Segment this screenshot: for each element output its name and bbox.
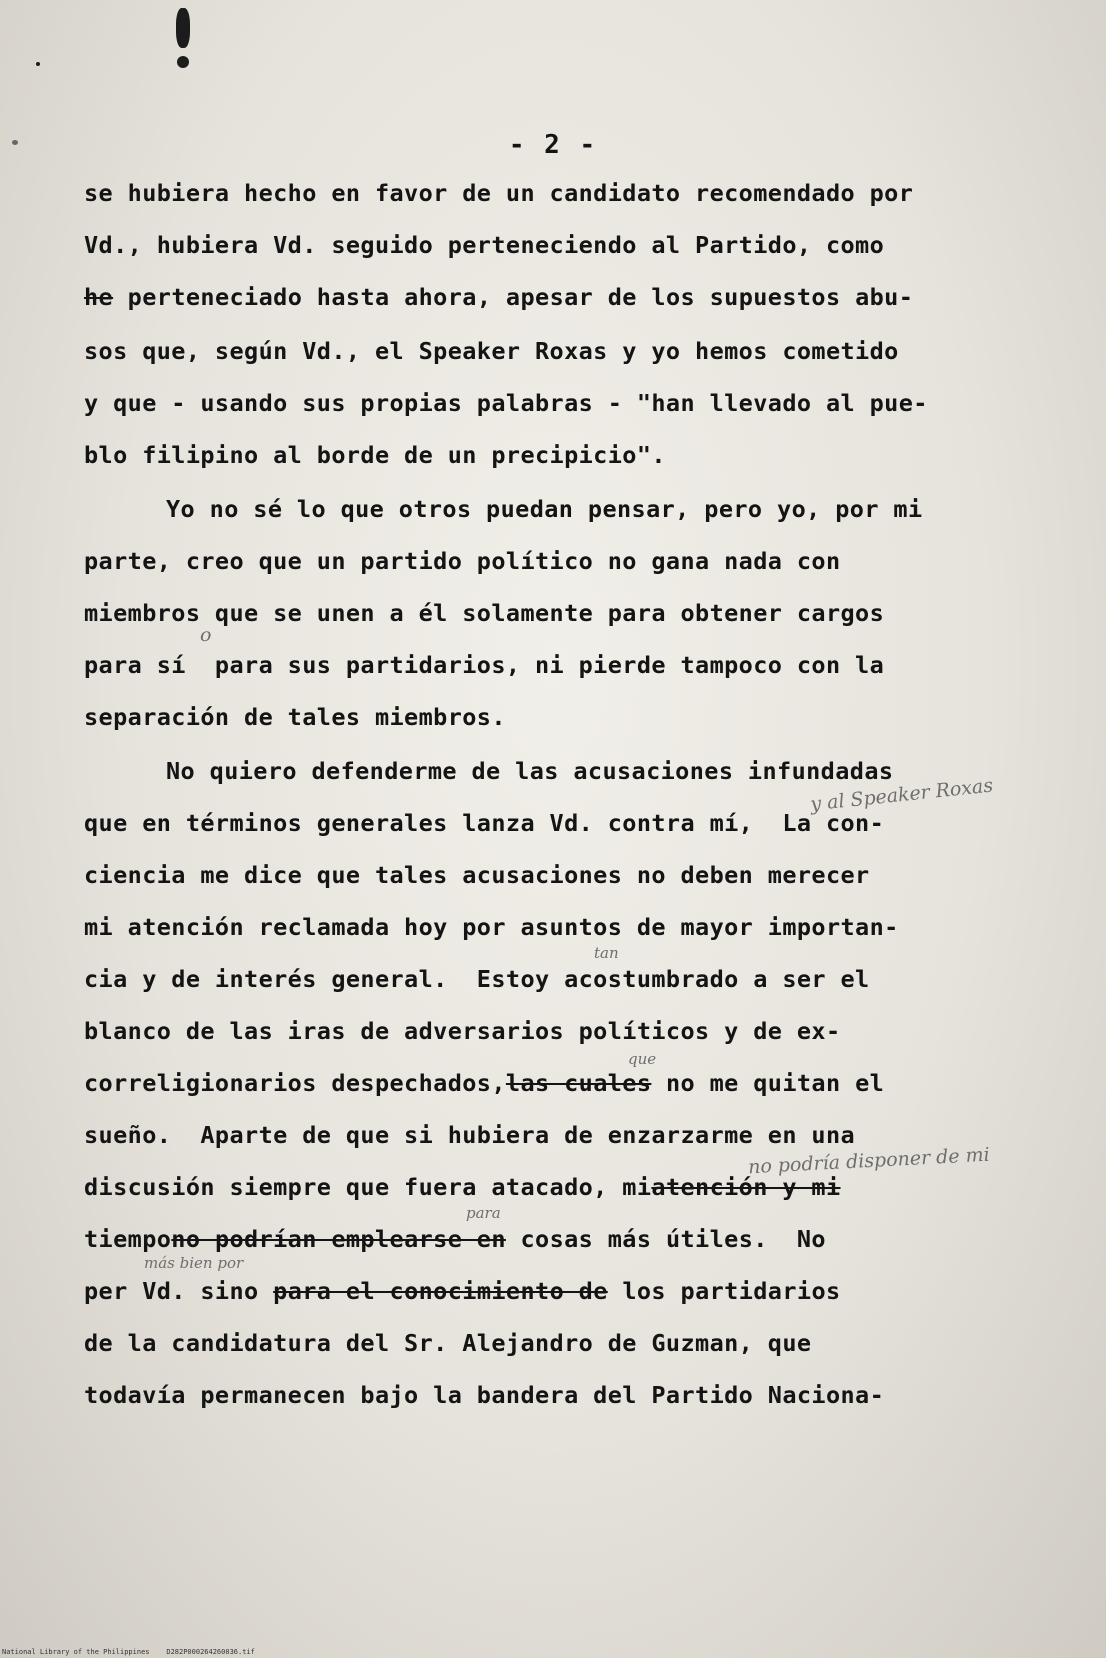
handwritten-insert: para xyxy=(466,1204,501,1222)
text-line: sueño. Aparte de que si hubiera de enzarzarme en una xyxy=(84,1121,856,1149)
text-line: discusión siempre que fuera atacado, miatención y mi xyxy=(84,1173,841,1201)
text-line: Vd., hubiera Vd. seguido perteneciendo al Partido, como xyxy=(84,231,885,259)
scan-speck xyxy=(36,62,40,66)
text-line: tiempono podrían emplearse en cosas más útiles. No xyxy=(84,1225,826,1253)
text-line: blo filipino al borde de un precipicio". xyxy=(84,441,666,469)
struck-text: no podrían emplearse en xyxy=(171,1225,506,1253)
text-line: ciencia me dice que tales acusaciones no deben merecer xyxy=(84,861,870,889)
scan-blot xyxy=(176,8,190,48)
text-line: todavía permanecen bajo la bandera del Partido Naciona- xyxy=(84,1381,885,1409)
text-line: que en términos generales lanza Vd. contra mí, La con- xyxy=(84,809,885,837)
struck-text: para el conocimiento de xyxy=(273,1277,608,1305)
text-line: se hubiera hecho en favor de un candidato recomendado por xyxy=(84,179,914,207)
archive-footer: National Library of the Philippines D282P000264260036.tif xyxy=(2,1648,255,1656)
text-line: mi atención reclamada hoy por asuntos de mayor importan- xyxy=(84,913,899,941)
text-line: No quiero defenderme de las acusaciones infundadas xyxy=(166,757,894,785)
text-line: blanco de las iras de adversarios políticos y de ex- xyxy=(84,1017,841,1045)
text-line: sos que, según Vd., el Speaker Roxas y yo hemos cometido xyxy=(84,337,899,365)
text-line: he perteneciado hasta ahora, apesar de los supuestos abu- xyxy=(84,283,914,311)
text-line: Yo no sé lo que otros puedan pensar, pero yo, por mi xyxy=(166,495,923,523)
handwritten-note: y al Speaker Roxas xyxy=(809,774,995,816)
text-line: correligionarios despechados,las cuales no me quitan el xyxy=(84,1069,885,1097)
scan-blot xyxy=(177,56,189,68)
text-line: parte, creo que un partido político no gana nada con xyxy=(84,547,841,575)
page-number: - 2 - xyxy=(508,130,598,160)
text-line: para sí para sus partidarios, ni pierde tampoco con la xyxy=(84,651,885,679)
handwritten-note: no podría disponer de mi xyxy=(747,1143,991,1179)
text-line: per Vd. sino para el conocimiento de los partidarios xyxy=(84,1277,841,1305)
text-line: separación de tales miembros. xyxy=(84,703,506,731)
handwritten-insert: tan xyxy=(594,944,619,962)
text-line: de la candidatura del Sr. Alejandro de Guzman, que xyxy=(84,1329,812,1357)
text-line: miembros que se unen a él solamente para obtener cargos xyxy=(84,599,885,627)
struck-text: he xyxy=(84,283,114,311)
text-line: cia y de interés general. Estoy acostumbrado a ser el xyxy=(84,965,870,993)
struck-text: las cuales xyxy=(505,1069,652,1097)
struck-text: atención y mi xyxy=(651,1173,841,1201)
text-line: y que - usando sus propias palabras - "han llevado al pue- xyxy=(84,389,928,417)
handwritten-insert: más bien por xyxy=(144,1254,244,1272)
handwritten-insert: o xyxy=(200,624,212,646)
handwritten-insert: que xyxy=(628,1050,657,1068)
